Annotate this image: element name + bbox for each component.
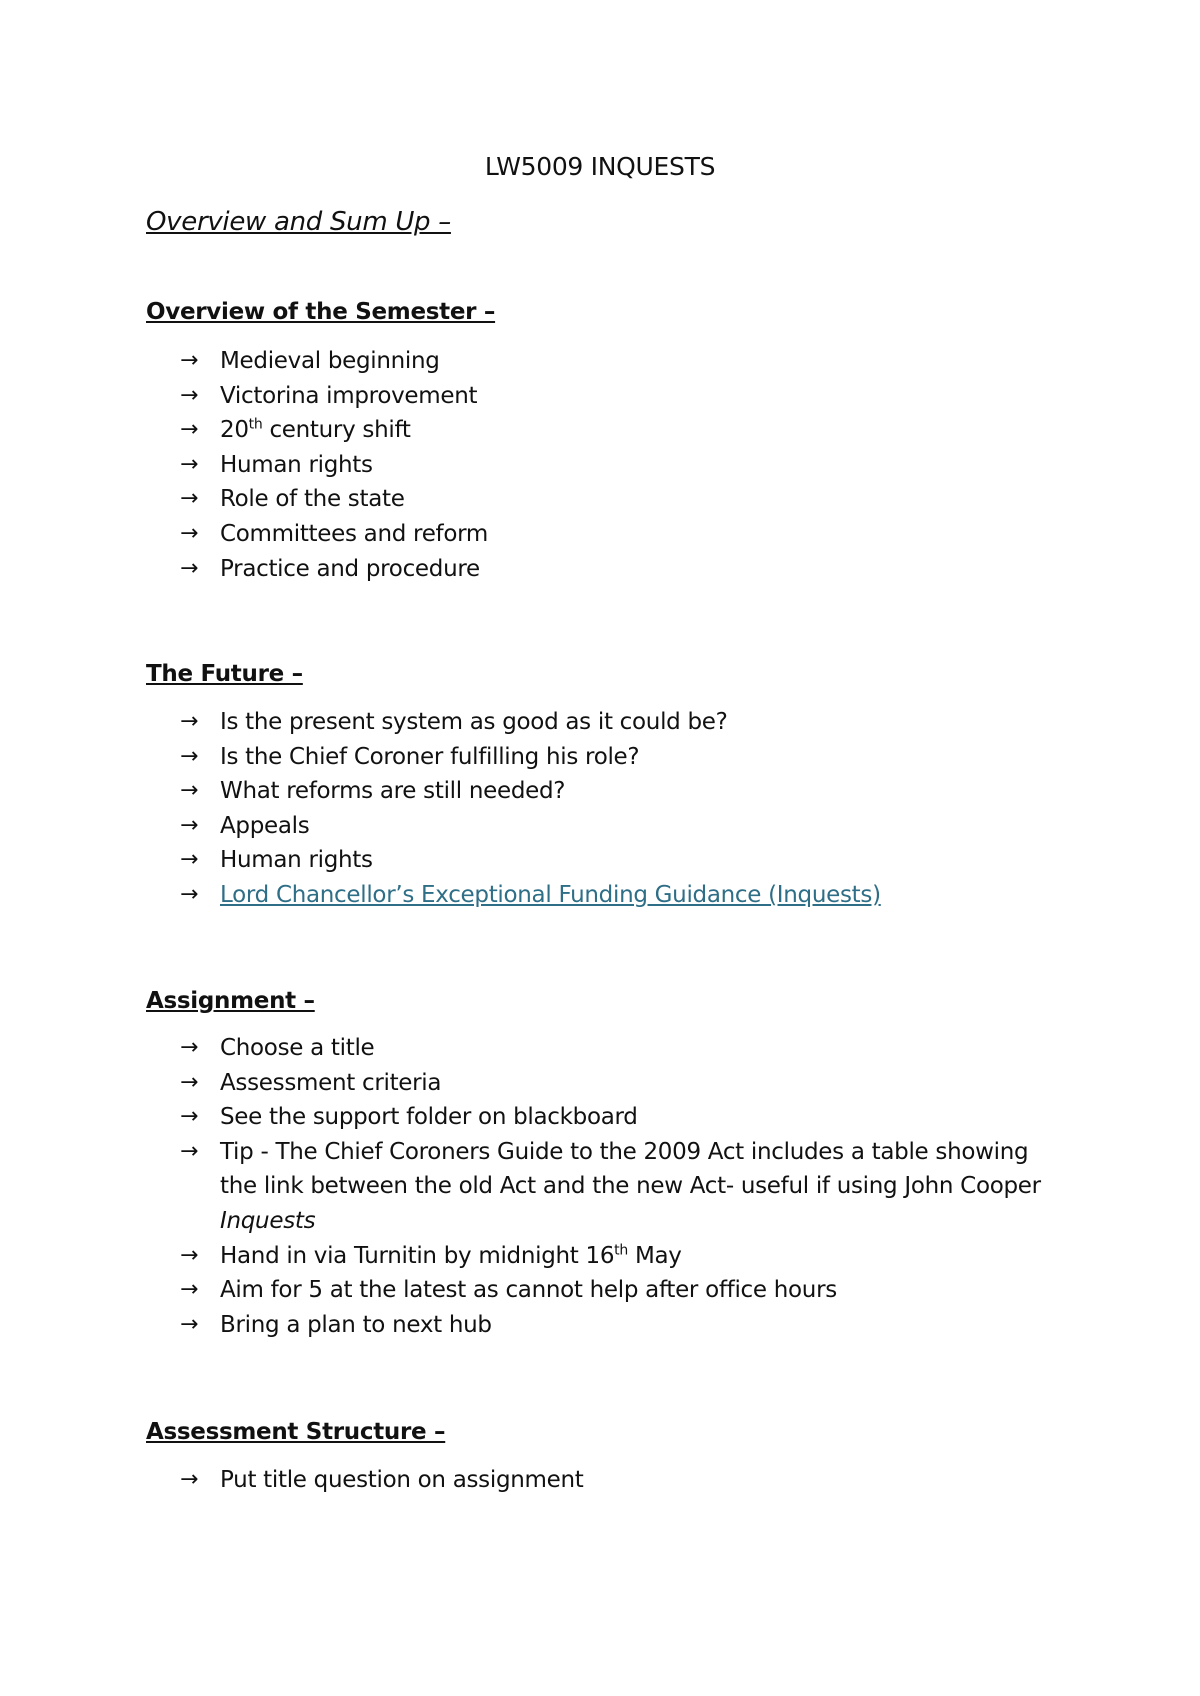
list-item <box>180 1239 1060 1274</box>
list-item-text: Assessment criteria <box>220 1069 442 1096</box>
arrow-icon: → <box>180 1311 199 1337</box>
arrow-icon: → <box>180 1104 199 1130</box>
exceptional-funding-guidance-link[interactable]: Lord Chancellor’s Exceptional Funding Guidance (Inquests) <box>220 881 881 908</box>
arrow-icon: → <box>180 451 199 477</box>
list-item-text-post: May <box>627 1242 682 1269</box>
arrow-icon: → <box>180 1069 199 1095</box>
arrow-icon: → <box>180 778 199 804</box>
list-item-text: Is the present system as good as it could be? <box>220 709 728 735</box>
arrow-icon: → <box>180 555 199 581</box>
list-item <box>180 1273 1060 1308</box>
list-item-text: See the support folder on blackboard <box>220 1104 638 1131</box>
list-item-text: Victorina improvement <box>220 382 478 409</box>
list-item-text: Committees and reform <box>220 520 488 547</box>
section-heading-overview: Overview of the Semester – <box>146 299 496 325</box>
list-item <box>180 774 1060 809</box>
list-item <box>180 878 1060 913</box>
list-item <box>180 843 1060 878</box>
section-heading-future: The Future – <box>146 661 303 687</box>
list-item <box>180 1066 1060 1101</box>
list-item <box>180 740 1060 775</box>
list-item-text: Practice and procedure <box>220 555 480 582</box>
list-item-text: Medieval beginning <box>220 348 440 374</box>
overview-list <box>180 344 1060 586</box>
arrow-icon: → <box>180 1035 199 1060</box>
document-subtitle: Overview and Sum Up – <box>146 207 451 237</box>
list-item-text: Aim for 5 at the latest as cannot help after office hours <box>220 1277 837 1304</box>
list-item <box>180 705 1060 740</box>
list-item <box>180 1031 1060 1066</box>
list-item <box>180 1100 1060 1135</box>
list-item <box>180 482 1060 517</box>
list-item <box>180 809 1060 844</box>
arrow-icon: → <box>180 812 199 838</box>
structure-list <box>180 1463 1060 1498</box>
list-item-text: Bring a plan to next hub <box>220 1311 492 1338</box>
list-item-text: What reforms are still needed? <box>220 778 566 805</box>
document-title: LW5009 INQUESTS <box>484 152 716 181</box>
arrow-icon: → <box>180 709 199 734</box>
list-item-superscript: th <box>248 416 263 433</box>
list-item <box>180 448 1060 483</box>
arrow-icon: → <box>180 417 199 443</box>
arrow-icon: → <box>180 743 199 769</box>
list-item <box>180 344 1060 379</box>
list-item-text-post: century shift <box>262 417 411 444</box>
arrow-icon: → <box>180 1242 199 1268</box>
arrow-icon: → <box>180 847 199 873</box>
future-list <box>180 705 1060 913</box>
list-item <box>180 1463 1060 1498</box>
list-item <box>180 552 1060 587</box>
list-item-text-pre: Hand in via Turnitin by midnight 16 <box>220 1242 615 1269</box>
list-item-text-pre: 20 <box>220 417 249 444</box>
list-item-text: Is the Chief Coroner fulfilling his role? <box>220 743 640 770</box>
list-item <box>180 379 1060 414</box>
arrow-icon: → <box>180 486 199 512</box>
assignment-list <box>180 1031 1060 1342</box>
list-item <box>180 1308 1060 1343</box>
arrow-icon: → <box>180 881 199 907</box>
list-item <box>180 517 1060 552</box>
section-heading-assignment: Assignment – <box>146 988 315 1014</box>
list-item-superscript: th <box>614 1241 628 1258</box>
list-item-text: Put title question on assignment <box>220 1467 584 1493</box>
list-item <box>180 1135 1060 1239</box>
list-item-text: Choose a title <box>220 1035 375 1061</box>
arrow-icon: → <box>180 1138 199 1164</box>
section-heading-structure: Assessment Structure – <box>146 1419 446 1445</box>
list-item-text: Human rights <box>220 451 373 478</box>
list-item-text: Role of the state <box>220 486 405 513</box>
tip-text: Tip - The Chief Coroners Guide to the 2009 Act includes a table showing the link between the old Act and the new Act- useful if using John Cooper <box>220 1138 1041 1200</box>
arrow-icon: → <box>180 1277 199 1303</box>
tip-italic-text: Inquests <box>220 1207 316 1234</box>
list-item <box>180 413 1060 448</box>
arrow-icon: → <box>180 348 199 373</box>
arrow-icon: → <box>180 1467 199 1492</box>
list-item-text: Human rights <box>220 847 373 874</box>
list-item-text: Appeals <box>220 812 310 839</box>
arrow-icon: → <box>180 382 199 408</box>
arrow-icon: → <box>180 520 199 546</box>
